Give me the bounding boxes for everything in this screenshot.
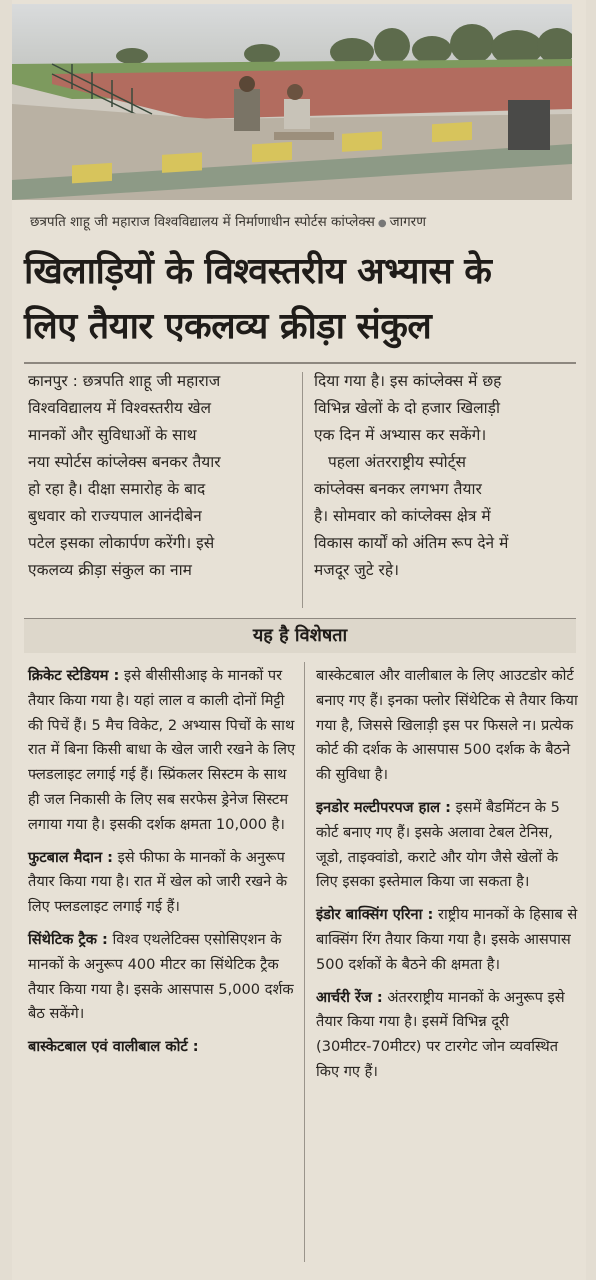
intro-line: एकलव्य क्रीड़ा संकुल का नाम (28, 561, 192, 579)
feature-text: इसे बीसीसीआइ के मानकों पर तैयार किया गया है। यहां लाल व काली दोनों मिट्टी की पिचें हैं। 5 मैच विकेट, 2 अभ्यास पिचों के साथ रात में बिना किसी बाधा के खेल जारी रखने के लिए फ्लडलाइट लगाई गई हैं। स्प्रिंकलर सिस्टम के साथ ही जल निकासी के लिए सब सरफेस ड्रेनेज सिस्टम लगाया गया है। इसकी दर्शक क्षमता 10,000 है। (28, 667, 296, 833)
feature-text: विश्व एथलेटिक्स एसोसिएशन के मानकों के अनुरूप 400 मीटर का सिंथेटिक ट्रैक तैयार किया गया है। इसके आसपास 5,000 दर्शक बैठ सकेंगे। (28, 930, 294, 1023)
feature-text: इसे फीफा के मानकों के अनुरूप तैयार किया गया है। रात में खेल को जारी रखने के लिए फ्लडलाइट लगाई गई हैं। (28, 848, 288, 916)
caption-text: छत्रपति शाहू जी महाराज विश्वविद्यालय में निर्माणाधीन स्पोर्टस कांप्लेक्स (30, 214, 375, 230)
photo-caption (30, 212, 570, 234)
feature-text: बास्केटबाल और वालीबाल के लिए आउटडोर कोर्ट बनाए गए हैं। इनका फ्लोर सिंथेटिक से तैयार किया गया है, जिससे खिलाड़ी इस पर फिसले न। प्रत्येक कोर्ट की दर्शक के आसपास 500 दर्शक के बैठने की सुविधा है। (316, 667, 578, 784)
headline-line-1: खिलाड़ियों के विश्वस्तरीय अभ्यास के (24, 251, 492, 292)
feature-paragraph (316, 664, 578, 788)
feature-paragraph (316, 796, 578, 895)
feature-text: अंतरराष्ट्रीय मानकों के अनुरूप इसे तैयार किया गया है। इसमें विभिन्न दूरी (30मीटर-70मीटर) पर टारगेट जोन व्यवस्थित किए गए हैं। (316, 988, 565, 1080)
intro-line: नया स्पोर्टस कांप्लेक्स बनकर तैयार (28, 453, 221, 471)
feature-paragraph (28, 664, 296, 838)
intro-line: है। सोमवार को कांप्लेक्स क्षेत्र में (314, 507, 491, 525)
section-header (24, 618, 576, 653)
intro-line: एक दिन में अभ्यास कर सकेंगे। (314, 426, 487, 444)
feature-lead: इंडोर बाक्सिंग एरिना : (316, 906, 434, 924)
headline (24, 244, 574, 354)
feature-paragraph (28, 928, 296, 1027)
intro-column-right (314, 368, 576, 584)
feature-text: इसमें बैडमिंटन के 5 कोर्ट बनाए गए हैं। इसके अलावा टेबल टेनिस, जूडो, ताइक्वांडो, कराटे और योग जैसे खेलों के लिए इसका इस्तेमाल किया जा सकता है। (316, 798, 560, 891)
intro-line: हो रहा है। दीक्षा समारोह के बाद (28, 480, 206, 498)
intro-line: कानपुर : छत्रपति शाहू जी महाराज (28, 372, 221, 390)
intro-line: कांप्लेक्स बनकर लगभग तैयार (314, 480, 482, 498)
feature-paragraph (316, 903, 578, 977)
feature-text: राष्ट्रीय मानकों के हिसाब से बाक्सिंग रिंग तैयार किया गया है। इसके आसपास 500 दर्शकों के बैठने की क्षमता है। (316, 906, 578, 973)
feature-paragraph (28, 846, 296, 920)
intro-line: विश्वविद्यालय में विश्वस्तरीय खेल (28, 399, 212, 417)
feature-lead: क्रिकेट स्टेडियम : (28, 667, 120, 684)
intro-line: पहला अंतरराष्ट्रीय स्पोर्ट्स (328, 453, 466, 471)
feature-paragraph (316, 986, 578, 1085)
intro-line: मानकों और सुविधाओं के साथ (28, 426, 197, 444)
caption-source: जागरण (389, 214, 426, 230)
construction-photo (12, 4, 572, 200)
column-divider (304, 662, 305, 1262)
column-divider (302, 372, 303, 608)
bullet-icon: ● (377, 218, 387, 229)
feature-lead: इनडोर मल्टीपरपज हाल : (316, 798, 451, 816)
feature-lead: फुटबाल मैदान : (28, 848, 113, 866)
headline-rule (24, 362, 576, 364)
intro-line: पटेल इसका लोकार्पण करेंगी। इसे (28, 534, 215, 552)
intro-line: बुधवार को राज्यपाल आनंदीबेन (28, 507, 202, 525)
features-column-right (316, 664, 578, 1093)
intro-line: विभिन्न खेलों के दो हजार खिलाड़ी (314, 399, 500, 417)
feature-lead: सिंथेटिक ट्रैक : (28, 930, 108, 948)
feature-lead: बास्केटबाल एवं वालीबाल कोर्ट : (28, 1038, 199, 1056)
feature-paragraph (28, 1035, 296, 1060)
intro-line: विकास कार्यों को अंतिम रूप देने में (314, 534, 509, 552)
feature-lead: आर्चरी रेंज : (316, 988, 383, 1006)
intro-line: मजदूर जुटे रहे। (314, 561, 399, 579)
intro-column-left (28, 368, 290, 584)
headline-line-2: लिए तैयार एकलव्य क्रीड़ा संकुल (24, 306, 432, 347)
section-title: यह है विशेषता (252, 625, 348, 646)
features-column-left (28, 664, 296, 1068)
intro-line: दिया गया है। इस कांप्लेक्स में छह (314, 372, 502, 390)
